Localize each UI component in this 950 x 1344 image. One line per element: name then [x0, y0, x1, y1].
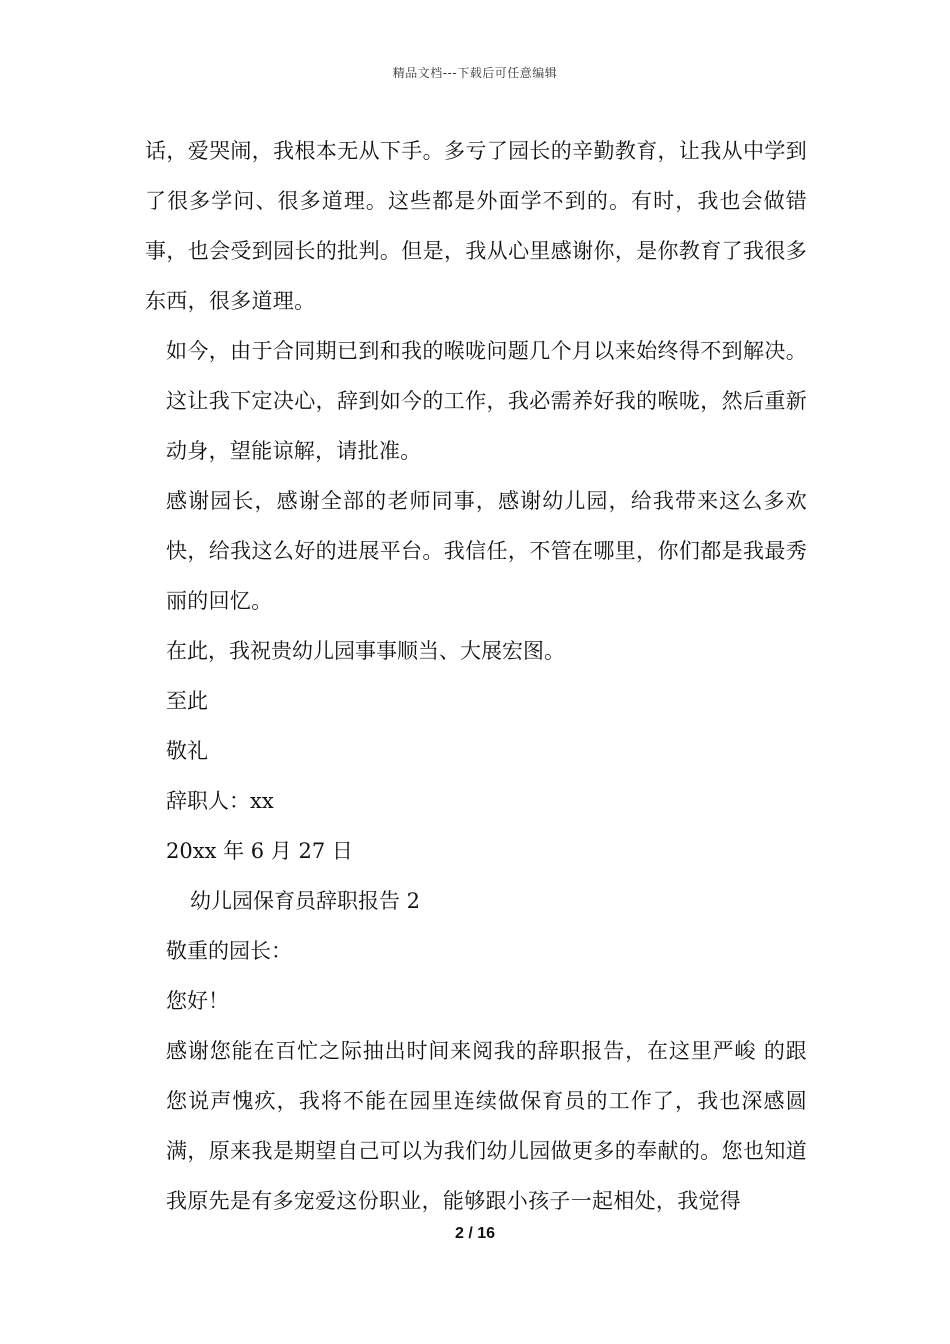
signer-line: 辞职人：xx	[166, 789, 274, 813]
greeting-line: 您好！	[166, 989, 229, 1013]
paragraph-1: 话，爱哭闹，我根本无从下手。多亏了园长的辛勤教育，让我从中学到了很多学问、很多道理。这些都是外面学不到的。有时，我也会做错事，也会受到园长的批判。但是，我从心里感谢你，是你教育了我很多东西，很多道理。	[145, 139, 807, 313]
section-title: 幼儿园保育员辞职报告 2	[190, 889, 421, 913]
page-header: 精品文档---下载后可任意编辑	[392, 66, 558, 80]
date-line: 20xx 年 6 月 27 日	[166, 839, 353, 863]
closing-line-1: 至此	[166, 689, 208, 713]
document-body	[145, 126, 807, 1226]
page-number: 2 / 16	[454, 1225, 496, 1242]
paragraph-2: 如今，由于合同期已到和我的喉咙问题几个月以来始终得不到解决。这让我下定决心，辞到如今的工作，我必需养好我的喉咙，然后重新动身，望能谅解，请批准。	[166, 339, 807, 463]
paragraph-3: 感谢园长，感谢全部的老师同事，感谢幼儿园，给我带来这么多欢快，给我这么好的进展平台。我信任，不管在哪里，你们都是我最秀丽的回忆。	[166, 489, 807, 613]
paragraph-4: 在此，我祝贵幼儿园事事顺当、大展宏图。	[166, 639, 565, 663]
paragraph-5: 感谢您能在百忙之际抽出时间来阅我的辞职报告，在这里严峻 的跟您说声愧疚，我将不能在园里连续做保育员的工作了，我也深感圆满，原来我是期望自己可以为我们幼儿园做更多的奉献的。您也知道我原先是有多宠爱这份职业，能够跟小孩子一起相处，我觉得	[166, 1039, 807, 1213]
salutation-line: 敬重的园长：	[166, 939, 292, 963]
closing-line-2: 敬礼	[166, 739, 208, 763]
